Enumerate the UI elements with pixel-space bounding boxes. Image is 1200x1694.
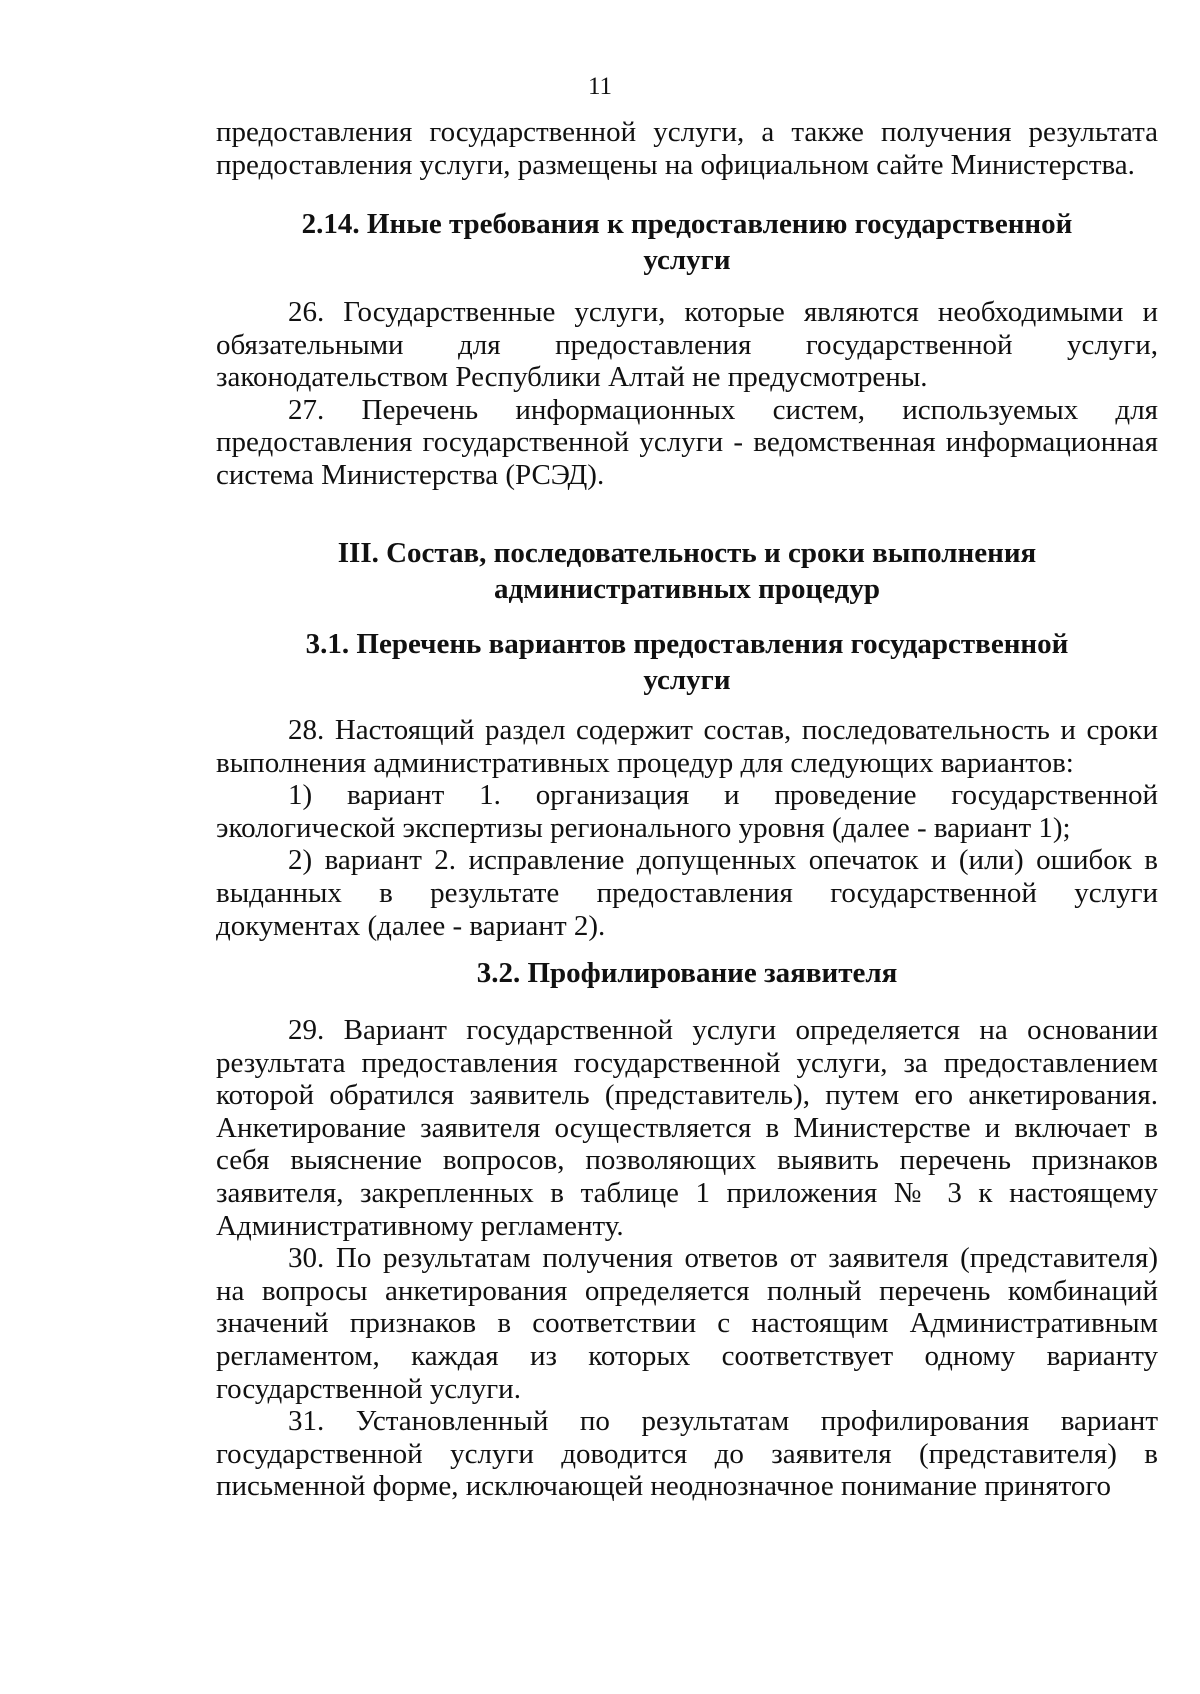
- section-3-1-heading: [216, 626, 1158, 698]
- section-3-1-body: [216, 714, 1158, 942]
- section-3-2-body: [216, 1014, 1158, 1503]
- page-number: 11: [587, 73, 613, 100]
- section-3-1-title-line1: 3.1. Перечень вариантов предоставления государственной: [305, 628, 1069, 660]
- section-2-14-title-line2: услуги: [643, 244, 731, 276]
- section-III-title-line1: III. Состав, последовательность и сроки выполнения: [337, 537, 1037, 569]
- paragraph-31: 31. Установленный по результатам профилирования вариант государственной услуги доводится до заявителя (представителя) в письменной форме, исключающей неоднозначное понимание принятого: [216, 1405, 1158, 1503]
- paragraph-28: 28. Настоящий раздел содержит состав, последовательность и сроки выполнения административных процедур для следующих вариантов:: [216, 714, 1158, 779]
- section-2-14-title-line1: 2.14. Иные требования к предоставлению государственной: [301, 208, 1073, 240]
- section-III-heading: [216, 535, 1158, 607]
- intro-paragraph: [216, 116, 1158, 181]
- section-2-14-body: [216, 296, 1158, 492]
- paragraph-26: 26. Государственные услуги, которые являются необходимыми и обязательными для предоставления государственной услуги, законодательством Республики Алтай не предусмотрены.: [216, 296, 1158, 394]
- paragraph-29: 29. Вариант государственной услуги определяется на основании результата предоставления государственной услуги, за предоставлением которой обратился заявитель (представитель), путем его анкетирования. Анкетирование заявителя осуществляется в Министерстве и включает в себя выяснение вопросов, позволяющих выявить перечень признаков заявителя, закрепленных в таблице 1 приложения № 3 к настоящему Административному регламенту.: [216, 1014, 1158, 1242]
- section-3-2-title: 3.2. Профилирование заявителя: [476, 957, 898, 989]
- paragraph-30: 30. По результатам получения ответов от заявителя (представителя) на вопросы анкетирования определяется полный перечень комбинаций значений признаков в соответствии с настоящим Административным регламентом, каждая из которых соответствует одному варианту государственной услуги.: [216, 1242, 1158, 1405]
- section-2-14-heading: [216, 206, 1158, 278]
- list-item-variant-1: 1) вариант 1. организация и проведение государственной экологической экспертизы регионального уровня (далее - вариант 1);: [216, 779, 1158, 844]
- section-III-title-line2: административных процедур: [494, 573, 880, 605]
- intro-text: предоставления государственной услуги, а также получения результата предоставления услуги, размещены на официальном сайте Министерства.: [216, 116, 1158, 181]
- list-item-variant-2: 2) вариант 2. исправление допущенных опечаток и (или) ошибок в выданных в результате предоставления государственной услуги документах (далее - вариант 2).: [216, 844, 1158, 942]
- paragraph-27: 27. Перечень информационных систем, используемых для предоставления государственной услуги - ведомственная информационная система Министерства (РСЭД).: [216, 393, 1158, 491]
- section-3-2-heading: [216, 955, 1158, 991]
- section-3-1-title-line2: услуги: [643, 664, 731, 696]
